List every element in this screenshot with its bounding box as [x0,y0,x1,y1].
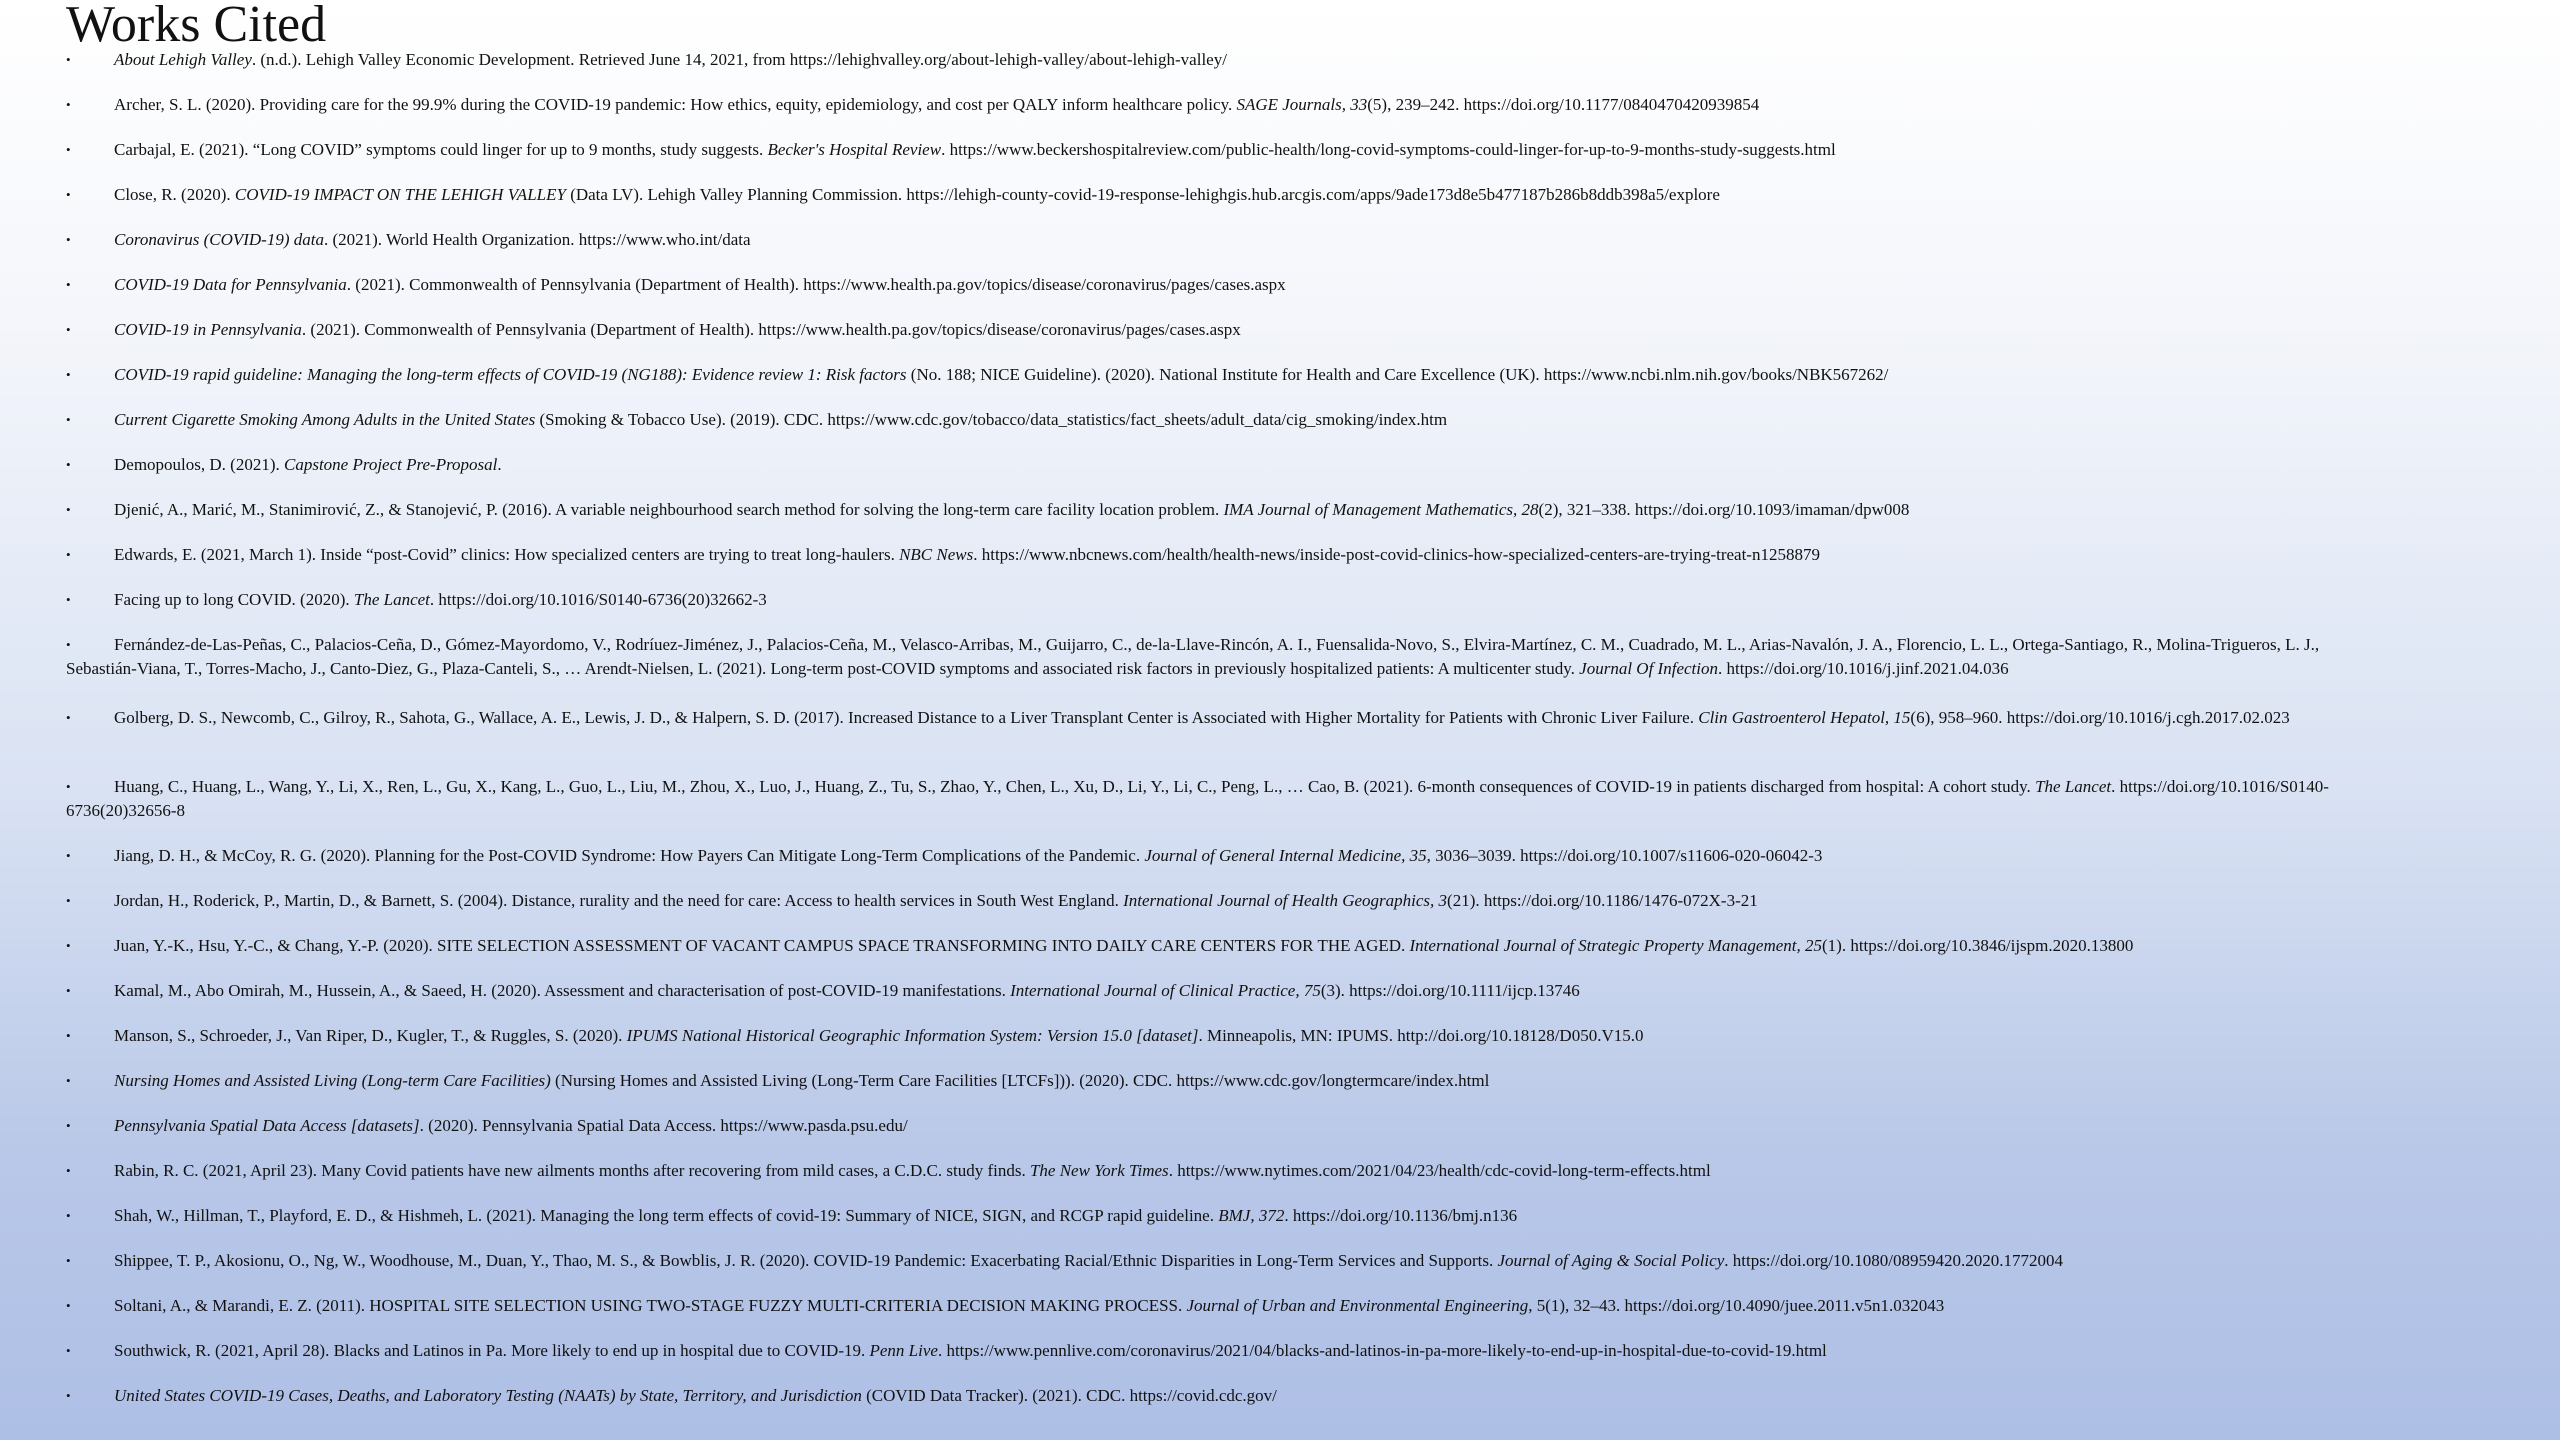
bullet-icon: • [66,710,71,725]
reference-item [66,1339,2356,1363]
reference-italic-title: The Lancet [353,590,430,609]
reference-rest: . https://doi.org/10.1016/S0140-6736(20)32662-3 [429,590,767,609]
reference-item [66,363,2356,387]
reference-item [66,318,2356,342]
bullet-icon: • [66,547,71,562]
bullet-icon: • [66,502,71,517]
bullet-icon: • [66,457,71,472]
reference-italic-title: Penn Live [869,1341,938,1360]
reference-rest: . https://www.nbcnews.com/health/health-news/inside-post-covid-clinics-how-specialized-centers-are-trying-treat-n1258879 [973,545,1820,564]
reference-italic-title: COVID-19 Data for Pennsylvania [114,275,347,294]
reference-rest: . https://doi.org/10.1080/08959420.2020.1772004 [1724,1251,2064,1270]
reference-rest: , 5(1), 32–43. https://doi.org/10.4090/juee.2011.v5n1.032043 [1528,1296,1945,1315]
reference-rest: (1). https://doi.org/10.3846/ijspm.2020.13800 [1822,936,2134,955]
reference-italic-title: The New York Times [1029,1161,1169,1180]
reference-italic-title: International Journal of Health Geographics, 3 [1123,891,1448,910]
reference-rest: (Nursing Homes and Assisted Living (Long-Term Care Facilities [LTCFs])). (2020). CDC. https://www.cdc.gov/longtermcare/index.html [550,1071,1490,1090]
reference-authors: Carbajal, E. (2021). “Long COVID” symptoms could linger for up to 9 months, study suggests. [114,140,768,159]
reference-italic-title: Clin Gastroenterol Hepatol, 15 [1698,708,1911,727]
reference-item [66,408,2356,432]
reference-authors: Shippee, T. P., Akosionu, O., Ng, W., Woodhouse, M., Duan, Y., Thao, M. S., & Bowblis, J. R. (2020). COVID-19 Pandemic: Exacerbating Racial/Ethnic Disparities in Long-Term Services and Supports. [114,1251,1498,1270]
reference-italic-title: The Lancet [2035,777,2112,796]
bullet-icon: • [66,637,71,652]
reference-italic-title: Journal Of Infection [1579,659,1718,678]
reference-rest: . https://doi.org/10.1016/j.jinf.2021.04.036 [1717,659,2009,678]
reference-italic-title: Nursing Homes and Assisted Living (Long-term Care Facilities) [114,1071,551,1090]
reference-item [66,138,2356,162]
reference-item [66,228,2356,252]
reference-rest: . https://doi.org/10.1016/S0140-6736(20)32656-8 [66,777,2329,820]
bullet-icon: • [66,1118,71,1133]
reference-italic-title: Journal of Urban and Environmental Engineering [1186,1296,1529,1315]
reference-item [66,889,2356,913]
bullet-icon: • [66,848,71,863]
reference-rest: . Minneapolis, MN: IPUMS. http://doi.org/10.18128/D050.V15.0 [1198,1026,1644,1045]
reference-italic-title: Pennsylvania Spatial Data Access [datasets] [114,1116,420,1135]
reference-item [66,706,2356,730]
reference-rest: (2), 321–338. https://doi.org/10.1093/imaman/dpw008 [1538,500,1910,519]
reference-rest: . (2021). Commonwealth of Pennsylvania (Department of Health). https://www.health.pa.gov/topics/disease/coronavirus/pages/cases.aspx [301,320,1241,339]
reference-item [66,273,2356,297]
bullet-icon: • [66,322,71,337]
reference-rest: (3). https://doi.org/10.1111/ijcp.13746 [1320,981,1580,1000]
bullet-icon: • [66,983,71,998]
reference-italic-title: Current Cigarette Smoking Among Adults in the United States [114,410,536,429]
reference-authors: Fernández-de-Las-Peñas, C., Palacios-Ceña, D., Gómez-Mayordomo, V., Rodríuez-Jiménez, J., Palacios-Ceña, M., Velasco-Arribas, M., Guijarro, C., de-la-Llave-Rincón, A. I., Fuensalida-Novo, S., Elvira-Martínez, C. M., Cuadrado, M. L., Arias-Navalón, J. A., Florencio, L. L., Ortega-Santiago, R., Molina-Trigueros, L. J., Sebastián-Viana, T., Torres-Macho, J., Canto-Diez, G., Plaza-Canteli, S., … Arendt-Nielsen, L. (2021). Long-term post-COVID symptoms and associated risk factors in previously hospitalized patients: A multicenter study. [66,635,2320,678]
reference-authors: Demopoulos, D. (2021). [114,455,284,474]
reference-rest: (COVID Data Tracker). (2021). CDC. https://covid.cdc.gov/ [861,1386,1277,1405]
reference-item [66,543,2356,567]
reference-authors: Jordan, H., Roderick, P., Martin, D., & Barnett, S. (2004). Distance, rurality and the need for care: Access to health services in South West England. [114,891,1124,910]
reference-rest: (No. 188; NICE Guideline). (2020). National Institute for Health and Care Excellence (UK). https://www.ncbi.nlm.nih.gov/books/NBK567262/ [906,365,1889,384]
reference-item [66,633,2356,681]
reference-rest: . (2020). Pennsylvania Spatial Data Access. https://www.pasda.psu.edu/ [419,1116,908,1135]
reference-item [66,844,2356,868]
reference-italic-title: Becker's Hospital Review [767,140,942,159]
reference-item [66,48,2356,72]
reference-rest: . (n.d.). Lehigh Valley Economic Development. Retrieved June 14, 2021, from https://lehighvalley.org/about-lehigh-valley/about-lehigh-valley/ [251,50,1227,69]
bullet-icon: • [66,779,71,794]
reference-authors: Juan, Y.-K., Hsu, Y.-C., & Chang, Y.-P. (2020). SITE SELECTION ASSESSMENT OF VACANT CAMPUS SPACE TRANSFORMING INTO DAILY CARE CENTERS FOR THE AGED. [114,936,1410,955]
bullet-icon: • [66,232,71,247]
reference-italic-title: NBC News [899,545,974,564]
bullet-icon: • [66,1208,71,1223]
reference-rest: (21). https://doi.org/10.1186/1476-072X-3-21 [1447,891,1758,910]
reference-italic-title: Capstone Project Pre-Proposal [283,455,498,474]
reference-italic-title: IMA Journal of Management Mathematics, 28 [1223,500,1539,519]
reference-item [66,1114,2356,1138]
reference-item [66,183,2356,207]
reference-item [66,453,2356,477]
reference-authors: Edwards, E. (2021, March 1). Inside “post-Covid” clinics: How specialized centers are trying to treat long-haulers. [114,545,900,564]
reference-rest: (6), 958–960. https://doi.org/10.1016/j.cgh.2017.02.023 [1910,708,2290,727]
reference-authors: Rabin, R. C. (2021, April 23). Many Covid patients have new ailments months after recovering from mild cases, a C.D.C. study finds. [114,1161,1030,1180]
reference-rest: . https://doi.org/10.1136/bmj.n136 [1284,1206,1518,1225]
reference-item [66,498,2356,522]
reference-item [66,775,2356,823]
reference-italic-title: SAGE Journals, 33 [1236,95,1368,114]
reference-italic-title: BMJ, 372 [1218,1206,1285,1225]
bullet-icon: • [66,52,71,67]
bullet-icon: • [66,367,71,382]
reference-item [66,1384,2356,1408]
bullet-icon: • [66,1073,71,1088]
bullet-icon: • [66,1028,71,1043]
reference-item [66,934,2356,958]
reference-authors: Archer, S. L. (2020). Providing care for the 99.9% during the COVID-19 pandemic: How ethics, equity, epidemiology, and cost per QALY inform healthcare policy. [114,95,1237,114]
reference-italic-title: Coronavirus (COVID-19) data [114,230,324,249]
bullet-icon: • [66,412,71,427]
reference-item [66,588,2356,612]
reference-authors: Huang, C., Huang, L., Wang, Y., Li, X., Ren, L., Gu, X., Kang, L., Guo, L., Liu, M., Zhou, X., Luo, J., Huang, Z., Tu, S., Zhao, Y., Chen, L., Xu, D., Li, Y., Li, C., Peng, L., … Cao, B. (2021). 6-month consequences of COVID-19 in patients discharged from hospital: A cohort study. [114,777,2036,796]
reference-italic-title: COVID-19 IMPACT ON THE LEHIGH VALLEY [234,185,566,204]
reference-rest: . (2021). Commonwealth of Pennsylvania (Department of Health). https://www.health.pa.gov/topics/disease/coronavirus/pages/cases.aspx [346,275,1286,294]
reference-italic-title: Journal of Aging & Social Policy [1497,1251,1725,1270]
reference-item [66,1294,2356,1318]
reference-authors: Southwick, R. (2021, April 28). Blacks and Latinos in Pa. More likely to end up in hospital due to COVID-19. [114,1341,870,1360]
bullet-icon: • [66,893,71,908]
reference-rest: (Data LV). Lehigh Valley Planning Commission. https://lehigh-county-covid-19-response-lehighgis.hub.arcgis.com/apps/9ade173d8e5b477187b286b8ddb398a5/explore [565,185,1720,204]
reference-authors: Jiang, D. H., & McCoy, R. G. (2020). Planning for the Post-COVID Syndrome: How Payers Can Mitigate Long-Term Complications of the Pandemic. [114,846,1145,865]
reference-item [66,1024,2356,1048]
reference-rest: . (2021). World Health Organization. https://www.who.int/data [323,230,751,249]
reference-authors: Shah, W., Hillman, T., Playford, E. D., & Hishmeh, L. (2021). Managing the long term effects of covid-19: Summary of NICE, SIGN, and RCGP rapid guideline. [114,1206,1219,1225]
reference-rest: , 3036–3039. https://doi.org/10.1007/s11606-020-06042-3 [1426,846,1823,865]
reference-italic-title: COVID-19 in Pennsylvania [114,320,302,339]
reference-item [66,1069,2356,1093]
reference-rest: (5), 239–242. https://doi.org/10.1177/0840470420939854 [1367,95,1760,114]
reference-italic-title: IPUMS National Historical Geographic Information System: Version 15.0 [dataset] [626,1026,1199,1045]
reference-item [66,979,2356,1003]
reference-authors: Golberg, D. S., Newcomb, C., Gilroy, R., Sahota, G., Wallace, A. E., Lewis, J. D., & Halpern, S. D. (2017). Increased Distance to a Liver Transplant Center is Associated with Higher Mortality for Patients with Chronic Liver Failure. [114,708,1699,727]
bullet-icon: • [66,1163,71,1178]
reference-authors: Soltani, A., & Marandi, E. Z. (2011). HOSPITAL SITE SELECTION USING TWO-STAGE FUZZY MULTI-CRITERIA DECISION MAKING PROCESS. [114,1296,1187,1315]
bullet-icon: • [66,187,71,202]
bullet-icon: • [66,1343,71,1358]
reference-authors: Close, R. (2020). [114,185,235,204]
reference-authors: Facing up to long COVID. (2020). [114,590,354,609]
reference-rest: . https://www.pennlive.com/coronavirus/2021/04/blacks-and-latinos-in-pa-more-likely-to-end-up-in-hospital-due-to-covid-19.html [937,1341,1827,1360]
reference-authors: Djenić, A., Marić, M., Stanimirović, Z., & Stanojević, P. (2016). A variable neighbourhood search method for solving the long-term care facility location problem. [114,500,1224,519]
reference-rest: . https://www.beckershospitalreview.com/public-health/long-covid-symptoms-could-linger-for-up-to-9-months-study-suggests.html [941,140,1836,159]
reference-italic-title: International Journal of Strategic Property Management, 25 [1409,936,1823,955]
reference-italic-title: International Journal of Clinical Practice, 75 [1010,981,1321,1000]
reference-authors: Kamal, M., Abo Omirah, M., Hussein, A., & Saeed, H. (2020). Assessment and characterisation of post-COVID-19 manifestations. [114,981,1011,1000]
reference-italic-title: Journal of General Internal Medicine, 35 [1144,846,1427,865]
reference-italic-title: United States COVID-19 Cases, Deaths, and Laboratory Testing (NAATs) by State, Territory, and Jurisdiction [114,1386,862,1405]
reference-item [66,1159,2356,1183]
reference-rest: (Smoking & Tobacco Use). (2019). CDC. https://www.cdc.gov/tobacco/data_statistics/fact_sheets/adult_data/cig_smoking/index.htm [535,410,1448,429]
bullet-icon: • [66,592,71,607]
reference-authors: Manson, S., Schroeder, J., Van Riper, D., Kugler, T., & Ruggles, S. (2020). [114,1026,627,1045]
bullet-icon: • [66,938,71,953]
reference-rest: . [497,455,502,474]
bullet-icon: • [66,277,71,292]
reference-item [66,1204,2356,1228]
bullet-icon: • [66,97,71,112]
bullet-icon: • [66,1388,71,1403]
bullet-icon: • [66,1253,71,1268]
reference-italic-title: About Lehigh Valley [114,50,252,69]
page-title: Works Cited [66,0,327,53]
bullet-icon: • [66,142,71,157]
reference-italic-title: COVID-19 rapid guideline: Managing the long-term effects of COVID-19 (NG188): Evidence review 1: Risk factors [114,365,907,384]
reference-rest: . https://www.nytimes.com/2021/04/23/health/cdc-covid-long-term-effects.html [1168,1161,1711,1180]
bullet-icon: • [66,1298,71,1313]
reference-item [66,1249,2356,1273]
reference-item [66,93,2356,117]
